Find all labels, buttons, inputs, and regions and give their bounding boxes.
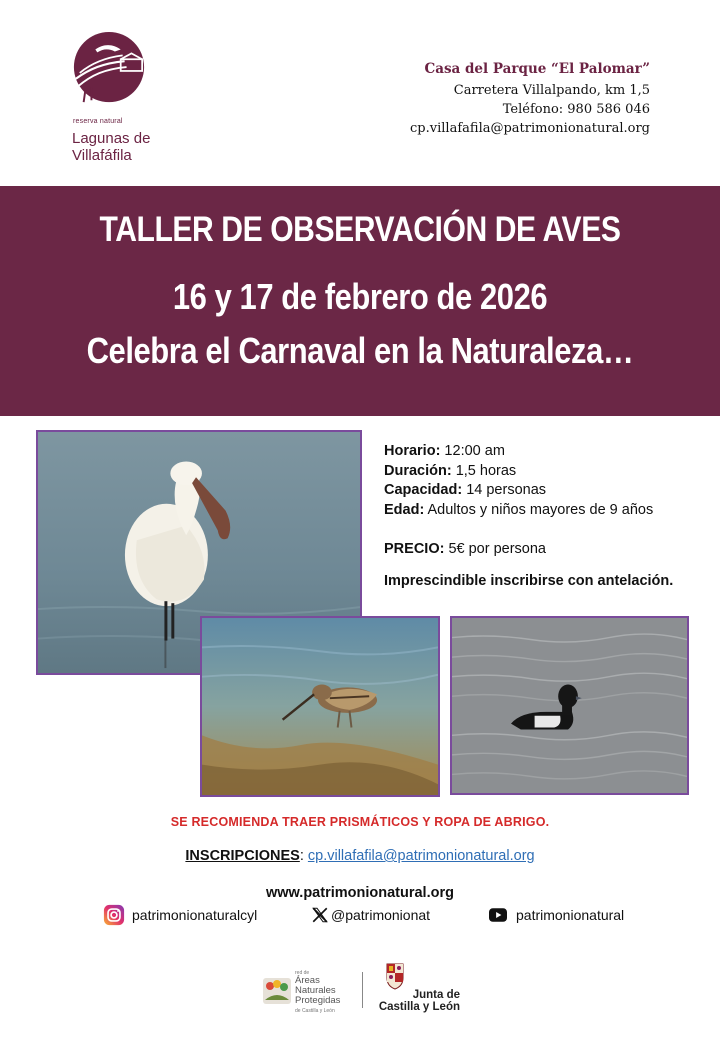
instagram-link[interactable] bbox=[103, 903, 257, 927]
info-precio: PRECIO: 5€ por persona bbox=[384, 541, 546, 557]
footer-divider bbox=[362, 972, 363, 1008]
recommendation: SE RECOMIENDA TRAER PRISMÁTICOS Y ROPA DE ABRIGO. bbox=[170, 815, 550, 829]
snipe-photo bbox=[200, 616, 440, 797]
x-handle: @patrimonionat bbox=[331, 907, 431, 923]
reserve-logo bbox=[66, 28, 186, 168]
logo-name-line2: Villafáfila bbox=[72, 147, 132, 164]
instagram-icon bbox=[103, 904, 125, 926]
title-banner bbox=[0, 186, 720, 416]
phone: Teléfono: 980 586 046 bbox=[502, 102, 650, 117]
website-link[interactable]: www.patrimonionatural.org bbox=[266, 885, 454, 901]
youtube-icon bbox=[489, 908, 507, 922]
registration-email-link[interactable]: cp.villafafila@patrimonionatural.org bbox=[307, 848, 535, 864]
logo-name-line1: Lagunas de bbox=[72, 130, 151, 147]
registration: INSCRIPCIONES: cp.villafafila@patrimonionatural.org bbox=[185, 848, 535, 864]
x-link[interactable] bbox=[311, 903, 430, 927]
event-info bbox=[384, 442, 714, 591]
contact-block bbox=[410, 60, 650, 138]
event-date: 16 y 17 de febrero de 2026 bbox=[172, 276, 548, 317]
youtube-link[interactable] bbox=[489, 903, 624, 927]
protected-areas-text: red de Áreas Naturales Protegidas de Castilla y León bbox=[295, 970, 341, 1014]
protected-areas-logo bbox=[262, 968, 354, 1012]
junta-logo bbox=[376, 962, 466, 1014]
info-capacidad: Capacidad: 14 personas bbox=[384, 482, 547, 498]
junta-text: Junta de Castilla y León bbox=[378, 989, 460, 1013]
park-name: Casa del Parque “El Palomar” bbox=[424, 61, 650, 77]
instagram-handle: patrimonionaturalcyl bbox=[132, 907, 258, 923]
contact-email[interactable]: cp.villafafila@patrimonionatural.org bbox=[410, 121, 650, 136]
info-note: Imprescindible inscribirse con antelación. bbox=[384, 572, 674, 589]
youtube-handle: patrimonionatural bbox=[516, 907, 625, 923]
info-edad: Edad: Adultos y niños mayores de 9 años bbox=[384, 501, 654, 518]
info-horario: Horario: 12:00 am bbox=[384, 443, 505, 459]
logo-name bbox=[72, 130, 192, 164]
registration-label: INSCRIPCIONES bbox=[185, 848, 300, 864]
x-icon bbox=[311, 906, 329, 924]
event-title: TALLER DE OBSERVACIÓN DE AVES bbox=[99, 210, 621, 249]
address: Carretera Villalpando, km 1,5 bbox=[453, 83, 650, 98]
bird-logo-icon bbox=[70, 30, 148, 108]
duck-photo bbox=[450, 616, 689, 795]
protected-areas-emblem-icon bbox=[262, 972, 292, 1006]
info-duracion: Duración: 1,5 horas bbox=[384, 462, 517, 479]
logo-small-text: reserva natural bbox=[73, 118, 123, 125]
coat-of-arms-icon bbox=[384, 962, 406, 990]
event-subtitle: Celebra el Carnaval en la Naturaleza… bbox=[86, 330, 634, 371]
